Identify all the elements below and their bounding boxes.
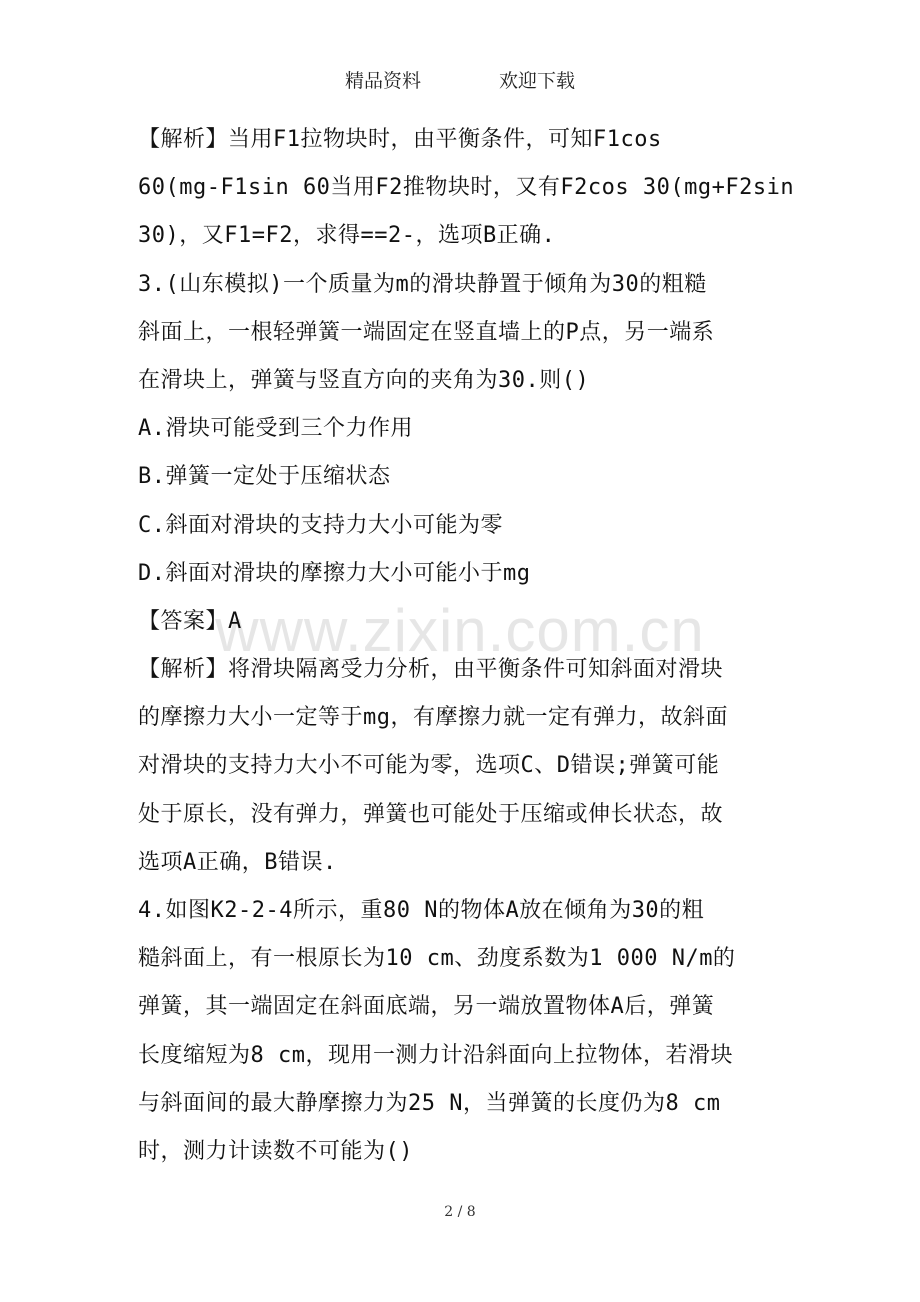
text-line: 60(mg-F1sin 60当用F2推物块时，又有F2cos 30(mg+F2sin	[138, 175, 795, 201]
text-line: 时，测力计读数不可能为()	[138, 1138, 413, 1164]
text-line: 长度缩短为8 cm，现用一测力计沿斜面向上拉物体，若滑块	[138, 1042, 733, 1068]
text-line: 弹簧，其一端固定在斜面底端，另一端放置物体A后，弹簧	[138, 994, 715, 1020]
page-header	[0, 66, 920, 93]
text-line: 对滑块的支持力大小不可能为零，选项C、D错误;弹簧可能	[138, 753, 720, 779]
header-right-text: 欢迎下载	[499, 70, 576, 92]
text-line: 处于原长，没有弹力，弹簧也可能处于压缩或伸长状态，故	[138, 801, 724, 827]
text-line: 的摩擦力大小一定等于mg，有摩擦力就一定有弹力，故斜面	[138, 705, 728, 731]
text-line: 【解析】将滑块隔离受力分析，由平衡条件可知斜面对滑块	[138, 657, 724, 683]
text-line: 【解析】当用F1拉物块时，由平衡条件，可知F1cos	[138, 127, 662, 152]
text-line: 选项A正确，B错误.	[138, 849, 337, 875]
text-line: 【答案】A	[138, 608, 242, 634]
text-line: B.弹簧一定处于压缩状态	[138, 464, 391, 490]
text-line: A.滑块可能受到三个力作用	[138, 416, 413, 442]
text-line: 3.(山东模拟)一个质量为m的滑块静置于倾角为30的粗糙	[138, 271, 707, 297]
watermark: www.zixin.com.cn	[215, 597, 705, 664]
text-line: 糙斜面上，有一根原长为10 cm、劲度系数为1 000 N/m的	[138, 946, 736, 972]
header-left-text: 精品资料	[344, 70, 421, 92]
text-line: C.斜面对滑块的支持力大小可能为零	[138, 512, 503, 538]
text-line: D.斜面对滑块的摩擦力大小可能小于mg	[138, 560, 531, 586]
text-line: 与斜面间的最大静摩擦力为25 N，当弹簧的长度仍为8 cm	[138, 1090, 721, 1116]
text-line: 4.如图K2-2-4所示，重80 N的物体A放在倾角为30的粗	[138, 898, 705, 923]
page-number: 2 / 8	[444, 1204, 476, 1220]
document-body	[138, 116, 798, 1176]
text-line: 在滑块上，弹簧与竖直方向的夹角为30.则()	[138, 367, 590, 393]
text-line: 30)，又F1=F2，求得==2-，选项B正确.	[138, 223, 556, 249]
text-line: 斜面上，一根轻弹簧一端固定在竖直墙上的P点，另一端系	[138, 319, 715, 345]
